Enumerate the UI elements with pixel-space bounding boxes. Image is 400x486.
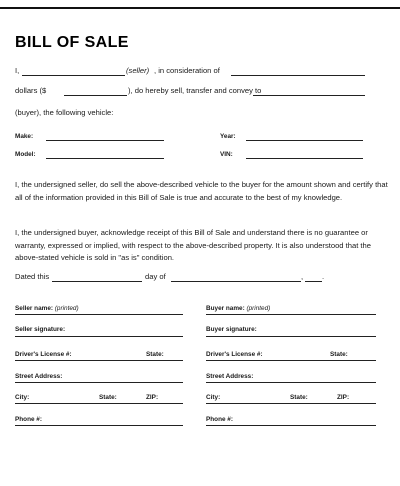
buyer-phone-line[interactable]	[206, 425, 376, 426]
buyer-license-line[interactable]	[206, 360, 376, 361]
dated-month-blank[interactable]	[171, 281, 301, 282]
buyer-name-line[interactable]	[206, 314, 376, 315]
seller-name-label: Seller name: (printed)	[15, 305, 79, 312]
model-field[interactable]	[46, 158, 164, 159]
dated-comma: ,	[301, 272, 304, 281]
seller-tag: (seller)	[126, 66, 150, 75]
seller-name-line[interactable]	[15, 314, 183, 315]
vin-field[interactable]	[246, 158, 363, 159]
model-label: Model:	[15, 151, 36, 158]
seller-license-line[interactable]	[15, 360, 183, 361]
top-rule	[0, 7, 400, 9]
buyer-state-label: State:	[290, 394, 308, 401]
seller-statement: I, the undersigned seller, do sell the above-described vehicle to the buyer for the amount shown and certify that all of the information provided in this Bill of Sale is true and accurate to the best of my knowledge.	[15, 180, 388, 202]
dated-this-label: Dated this	[15, 272, 50, 281]
buyer-name-label: Buyer name: (printed)	[206, 305, 271, 312]
consideration-text: , in consideration of	[154, 66, 220, 75]
buyer-street-line[interactable]	[206, 382, 376, 383]
consideration-blank[interactable]	[231, 75, 365, 76]
buyer-city-label: City:	[206, 394, 221, 401]
buyer-signature-line[interactable]	[206, 336, 376, 337]
make-field[interactable]	[46, 140, 164, 141]
seller-license-label: Driver's License #:	[15, 351, 72, 358]
buyer-phone-label: Phone #:	[206, 416, 233, 423]
buyer-tag-text: (buyer), the following vehicle:	[15, 108, 114, 117]
buyer-printed-note: (printed)	[246, 305, 271, 312]
seller-signature-label: Seller signature:	[15, 326, 66, 333]
buyer-license-label: Driver's License #:	[206, 351, 263, 358]
seller-city-label: City:	[15, 394, 30, 401]
seller-phone-label: Phone #:	[15, 416, 42, 423]
seller-state-label: State:	[99, 394, 117, 401]
seller-name-blank[interactable]	[22, 75, 125, 76]
buyer-zip-label: ZIP:	[337, 394, 350, 401]
dated-day-blank[interactable]	[52, 281, 142, 282]
buyer-license-state-label: State:	[330, 351, 348, 358]
seller-printed-note: (printed)	[54, 305, 79, 312]
buyer-street-label: Street Address:	[206, 373, 254, 380]
seller-street-label: Street Address:	[15, 373, 63, 380]
seller-phone-line[interactable]	[15, 425, 183, 426]
seller-signature-line[interactable]	[15, 336, 183, 337]
document-title: BILL OF SALE	[15, 34, 129, 51]
seller-zip-label: ZIP:	[146, 394, 159, 401]
seller-license-state-label: State:	[146, 351, 164, 358]
buyer-signature-label: Buyer signature:	[206, 326, 257, 333]
buyer-statement: I, the undersigned buyer, acknowledge receipt of this Bill of Sale and understand there is no guarantee or warranty, expressed or implied, with respect to the above-described property. It is also understood that the above-stated vehicle is sold in "as is" condition.	[15, 228, 371, 262]
year-label: Year:	[220, 133, 236, 140]
year-field[interactable]	[246, 140, 363, 141]
dollars-label: dollars ($	[15, 86, 47, 95]
hereby-sell-text: ), do hereby sell, transfer and convey to	[128, 86, 262, 95]
dollar-amount-blank[interactable]	[64, 95, 127, 96]
buyer-name-blank[interactable]	[253, 95, 365, 96]
dated-year-blank[interactable]	[305, 281, 322, 282]
dated-period: .	[322, 272, 325, 281]
seller-street-line[interactable]	[15, 382, 183, 383]
vin-label: VIN:	[220, 151, 233, 158]
make-label: Make:	[15, 133, 34, 140]
seller-city-line[interactable]	[15, 403, 183, 404]
day-of-label: day of	[145, 272, 166, 281]
buyer-city-line[interactable]	[206, 403, 376, 404]
intro-i-label: I,	[15, 66, 20, 75]
